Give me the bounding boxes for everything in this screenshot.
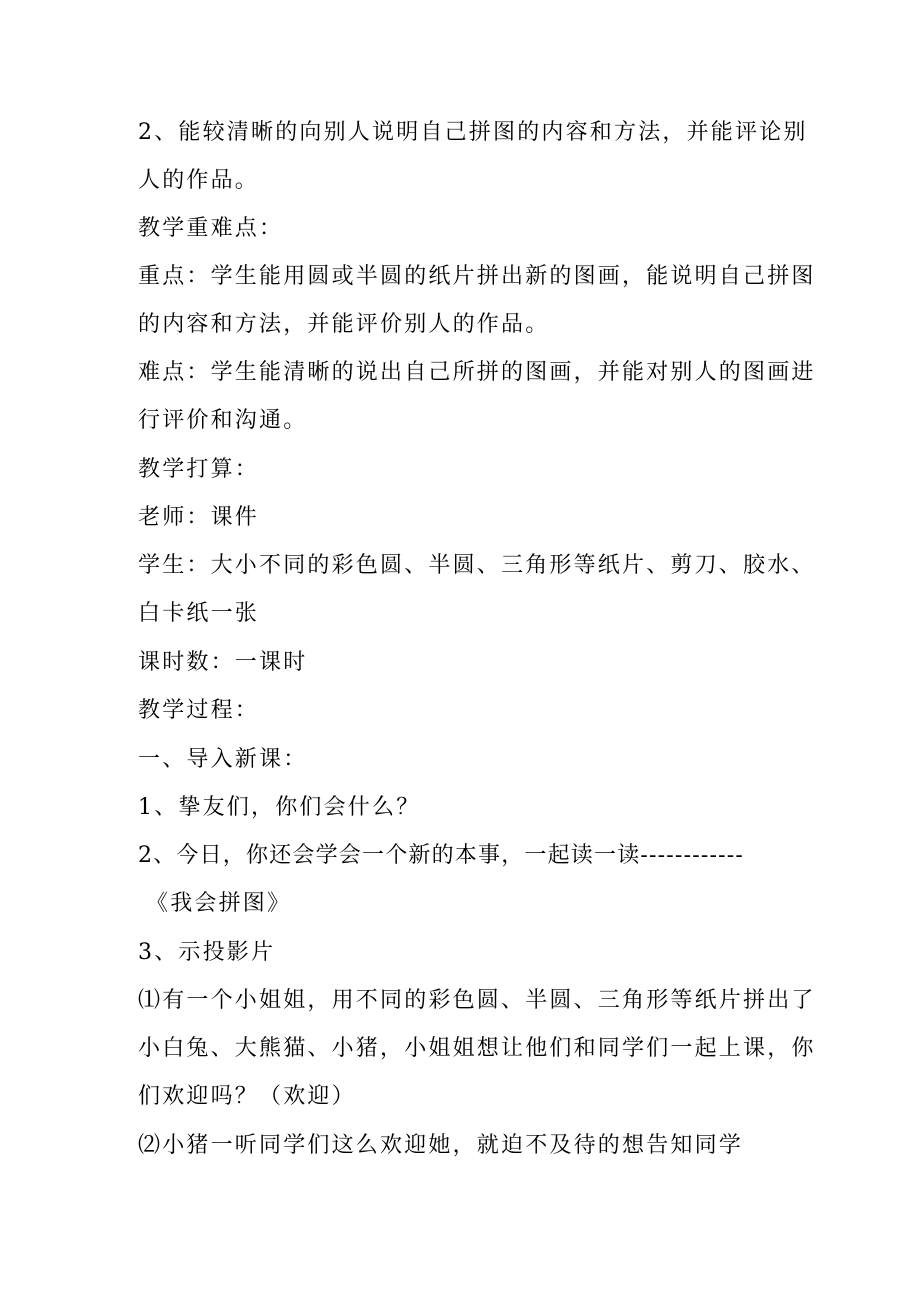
text-line: 课时数：一课时 [138,650,308,675]
text-line: 们欢迎吗？（欢迎） [138,1084,356,1109]
text-line: 2、今日，你还会学会一个新的本事，一起读一读------------ [138,843,745,868]
text-line: 的内容和方法，并能评价别人的作品。 [138,312,550,337]
text-line: 重点：学生能用圆或半圆的纸片拼出新的图画，能说明自己拼图 [138,264,816,289]
text-line: 行评价和沟通。 [138,408,308,433]
text-line: 1、挚友们，你们会什么？ [138,795,421,820]
text-line: 《我会拼图》 [146,891,292,916]
text-line: 学生：大小不同的彩色圆、半圆、三角形等纸片、剪刀、胶水、 [138,553,816,578]
text-line: 白卡纸一张 [138,601,260,626]
section-heading: 一、导入新课： [138,747,308,772]
text-line: ⑵小猪一听同学们这么欢迎她，就迫不及待的想告知同学 [138,1133,744,1158]
text-line: 人的作品。 [138,168,260,193]
text-line: 难点：学生能清晰的说出自己所拼的图画，并能对别人的图画进 [138,360,816,385]
text-line: 3、示投影片 [138,940,276,965]
text-line: 小白兔、大熊猫、小猪，小姐姐想让他们和同学们一起上课，你 [138,1036,816,1061]
section-heading: 教学打算： [138,457,260,482]
text-line: 2、能较清晰的向别人说明自己拼图的内容和方法，并能评论别 [138,120,808,145]
section-heading: 教学过程： [138,698,260,723]
text-line: ⑴有一个小姐姐，用不同的彩色圆、半圆、三角形等纸片拼出了 [138,988,816,1013]
text-line: 老师：课件 [138,505,260,530]
section-heading: 教学重难点： [138,216,284,241]
